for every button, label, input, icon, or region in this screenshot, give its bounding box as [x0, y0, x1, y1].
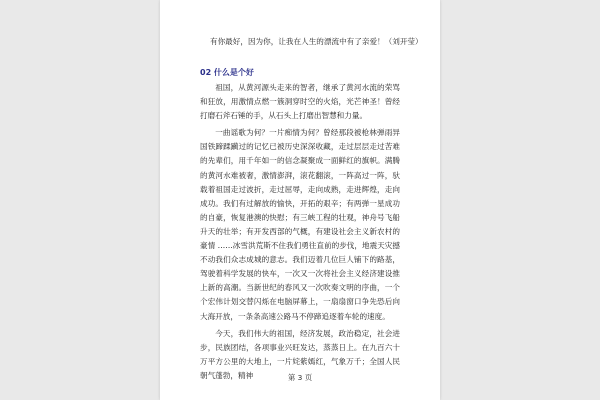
section-heading: 02 什么是个好 [200, 68, 254, 77]
paragraph: 一曲谣歌为何？一片痴情为何？曾经那段被枪林弹雨异国铁蹄蹂躏过的记忆已被历史深深收藏，走过层层走过苦难的先辈们，用千年如一的信念凝聚成一面鲜红的旗帜。满腾的黄河水难被奢，激情澎湃，滚花翻滚，一阵高过一阵，驮载着祖国走过波折，走过屈辱，走向成熟，走进辉煌，走向成功。我们有过解放的愉快，开拓的艰辛；有两弹一星成功的自豪，恢复港澳的快慰；有三峡工程的壮观，神舟号飞船升天的壮举；有开发西部的气概，有建设社会主义新农村的豪情 ……冰雪洪荒斯不住我们勇往直前的步伐，地震天灾撼不动我们众志成城的意志。我们迈着几位巨人铺下的路基，驾驶着科学发展的快车，一次又一次将社会主义经济建设推上新的高潮。当新世纪的春风又一次吹奏文明的序曲，一个个宏伟计划交替闪烁在电脑屏幕上，一扇扇窗口争先恐后向大海开放，一条条高速公路马不停蹄追逐着车轮的速度。 [200, 128, 400, 321]
paragraph: 今天，我们伟大的祖国，经济发展，政治稳定，社会进步，民族团结，各项事业兴旺发达，蒸蒸日上。在九百六十万平方公里的大地上，一片姹紫嫣红，气象万千；全国人民朝气蓬勃，精神 [200, 328, 400, 380]
body-text [200, 81, 400, 383]
quote-line: 有你最好，因为你，让我在人生的漂流中有了亲爱！（刘开莹） [210, 37, 423, 46]
page-number: 第 3 页 [287, 373, 313, 382]
document-page [160, 0, 440, 400]
paragraph: 祖国，从黄河源头走来的智者，继承了黄河水流的荣骂和狂放，用激情点燃一簇洞穿时空的火焰，光芒神圣！曾经打磨石斧石锤的手，从石头上打磨出智慧和力量。 [200, 83, 400, 121]
